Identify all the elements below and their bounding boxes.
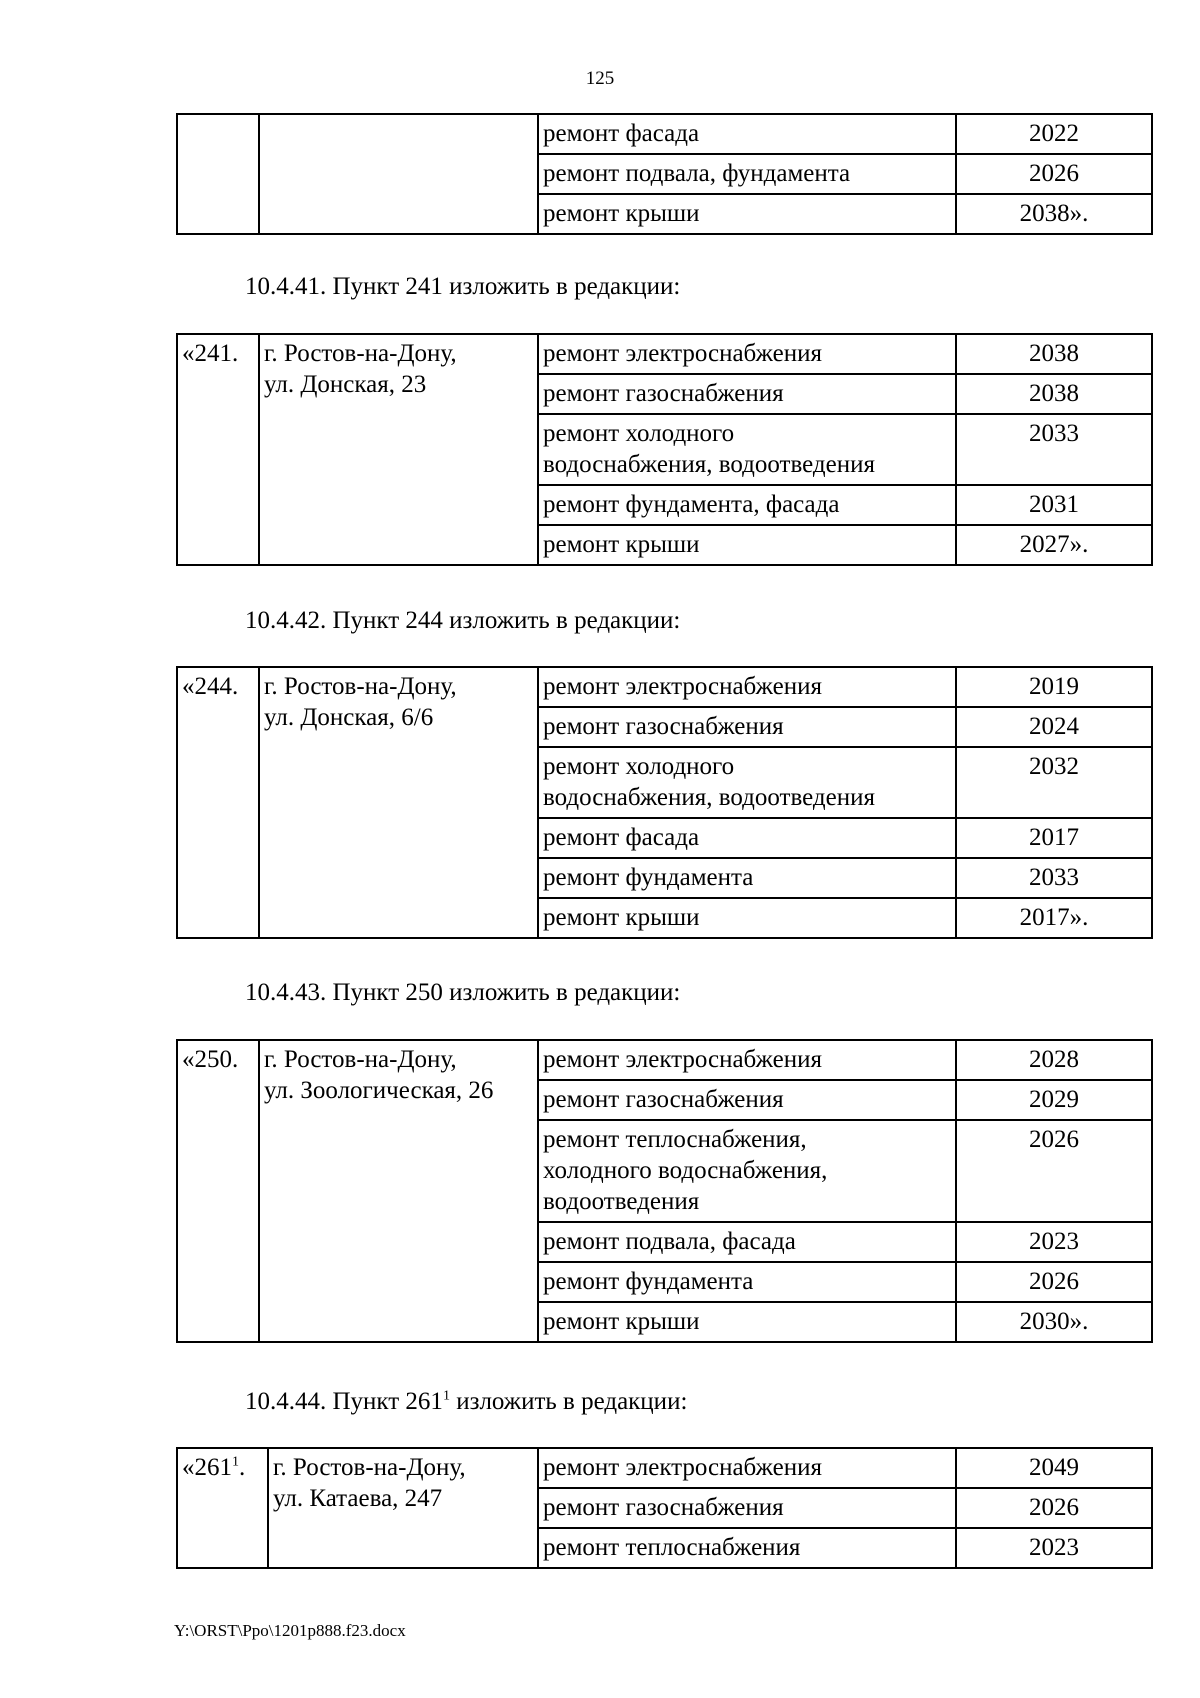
item-number-cell — [177, 1448, 268, 1568]
work-cell — [538, 1120, 956, 1222]
section-heading: 10.4.41. Пункт 241 изложить в редакции: — [245, 273, 681, 300]
work-line: ремонт крыши — [543, 1308, 700, 1335]
heading-superscript: 1 — [442, 1388, 450, 1404]
address-line: г. Ростов-на-Дону, — [264, 1046, 457, 1073]
footer-file-path: Y:\ORST\Ppo\1201p888.f23.docx — [174, 1621, 406, 1640]
work-line: ремонт холодного — [543, 753, 735, 780]
work-cell — [538, 374, 956, 414]
work-line: ремонт электроснабжения — [543, 1046, 822, 1073]
address-cell — [259, 114, 538, 234]
work-cell — [538, 898, 956, 938]
work-cell — [538, 525, 956, 565]
work-line: водоснабжения, водоотведения — [543, 784, 875, 811]
work-cell: ремонт электроснабжения — [538, 1448, 956, 1488]
work-line: ремонт подвала, фасада — [543, 1228, 796, 1255]
section-table — [176, 1039, 1153, 1343]
address-line: г. Ростов-на-Дону, — [273, 1454, 466, 1481]
work-line: ремонт электроснабжения — [543, 340, 822, 367]
year-cell: 2033 — [956, 414, 1152, 485]
year-cell: 2026 — [956, 1120, 1152, 1222]
section-table — [176, 1447, 1153, 1569]
year-cell: 2026 — [956, 1488, 1152, 1528]
work-cell: ремонт теплоснабжения — [538, 1528, 956, 1568]
work-cell — [538, 1080, 956, 1120]
address-line: г. Ростов-на-Дону, — [264, 673, 457, 700]
address-line: г. Ростов-на-Дону, — [264, 340, 457, 367]
work-cell — [538, 334, 956, 374]
year-cell: 2038 — [956, 374, 1152, 414]
work-line: ремонт электроснабжения — [543, 673, 822, 700]
table-row — [177, 1040, 1152, 1080]
work-cell — [538, 1222, 956, 1262]
year-cell: 2023 — [956, 1222, 1152, 1262]
address-cell — [259, 1040, 538, 1342]
year-cell: 2031 — [956, 485, 1152, 525]
work-cell: ремонт фасада — [538, 114, 956, 154]
work-cell — [538, 707, 956, 747]
continuation-table — [176, 113, 1153, 235]
year-cell: 2033 — [956, 858, 1152, 898]
year-cell: 2027». — [956, 525, 1152, 565]
address-cell — [259, 667, 538, 938]
work-line: ремонт крыши — [543, 531, 700, 558]
item-number-superscript: 1 — [232, 1454, 239, 1470]
work-line: ремонт фундамента — [543, 1268, 754, 1295]
work-line: ремонт фасада — [543, 824, 700, 851]
section-table-block — [176, 666, 1153, 939]
year-cell: 2026 — [956, 154, 1152, 194]
work-line: холодного водоснабжения, — [543, 1157, 828, 1184]
work-cell: ремонт газоснабжения — [538, 1488, 956, 1528]
heading-text: изложить в редакции: — [449, 1388, 688, 1415]
year-cell: 2029 — [956, 1080, 1152, 1120]
section-table — [176, 333, 1153, 566]
table-row — [177, 667, 1152, 707]
year-cell: 2049 — [956, 1448, 1152, 1488]
address-line: ул. Зоологическая, 26 — [264, 1077, 494, 1104]
work-cell: ремонт подвала, фундамента — [538, 154, 956, 194]
work-line: водоснабжения, водоотведения — [543, 451, 875, 478]
section-heading — [245, 1387, 687, 1417]
work-line: ремонт фундамента — [543, 864, 754, 891]
address-cell — [259, 334, 538, 565]
address-cell — [268, 1448, 538, 1568]
item-number-cell — [177, 114, 259, 234]
address-line: ул. Донская, 23 — [264, 371, 427, 398]
year-cell: 2022 — [956, 114, 1152, 154]
work-cell — [538, 667, 956, 707]
year-cell: 2017». — [956, 898, 1152, 938]
year-cell: 2028 — [956, 1040, 1152, 1080]
work-cell: ремонт крыши — [538, 194, 956, 234]
work-cell — [538, 1302, 956, 1342]
year-cell: 2017 — [956, 818, 1152, 858]
section-table — [176, 666, 1153, 939]
heading-text: 10.4.44. Пункт 261 — [245, 1388, 443, 1415]
year-cell: 2032 — [956, 747, 1152, 818]
work-cell — [538, 858, 956, 898]
work-line: ремонт газоснабжения — [543, 380, 784, 407]
work-cell — [538, 818, 956, 858]
section-table-block — [176, 1039, 1153, 1343]
work-cell — [538, 1040, 956, 1080]
year-cell: 2024 — [956, 707, 1152, 747]
item-number-cell: «250. — [177, 1040, 259, 1342]
section-heading: 10.4.43. Пункт 250 изложить в редакции: — [245, 979, 681, 1006]
work-line: ремонт холодного — [543, 420, 735, 447]
year-cell: 2026 — [956, 1262, 1152, 1302]
section-table-block — [176, 1447, 1153, 1569]
item-number-cell: «244. — [177, 667, 259, 938]
work-line: ремонт теплоснабжения, — [543, 1126, 807, 1153]
page-number: 125 — [585, 68, 615, 89]
work-line: ремонт газоснабжения — [543, 1086, 784, 1113]
item-number-text: . — [239, 1454, 246, 1481]
work-cell — [538, 485, 956, 525]
item-number-cell: «241. — [177, 334, 259, 565]
address-line: ул. Катаева, 247 — [273, 1485, 443, 1512]
continuation-table-block — [176, 113, 1153, 235]
year-cell: 2038». — [956, 194, 1152, 234]
work-cell — [538, 1262, 956, 1302]
item-number-text: «261 — [182, 1454, 232, 1481]
address-line: ул. Донская, 6/6 — [264, 704, 434, 731]
work-line: ремонт крыши — [543, 904, 700, 931]
work-line: ремонт фундамента, фасада — [543, 491, 840, 518]
year-cell: 2023 — [956, 1528, 1152, 1568]
year-cell: 2019 — [956, 667, 1152, 707]
table-row — [177, 334, 1152, 374]
table-row — [177, 114, 1152, 154]
table-row — [177, 1448, 1152, 1488]
work-cell — [538, 414, 956, 485]
work-line: ремонт газоснабжения — [543, 713, 784, 740]
work-line: водоотведения — [543, 1188, 700, 1215]
work-cell — [538, 747, 956, 818]
section-heading: 10.4.42. Пункт 244 изложить в редакции: — [245, 607, 681, 634]
year-cell: 2030». — [956, 1302, 1152, 1342]
section-table-block — [176, 333, 1153, 566]
year-cell: 2038 — [956, 334, 1152, 374]
